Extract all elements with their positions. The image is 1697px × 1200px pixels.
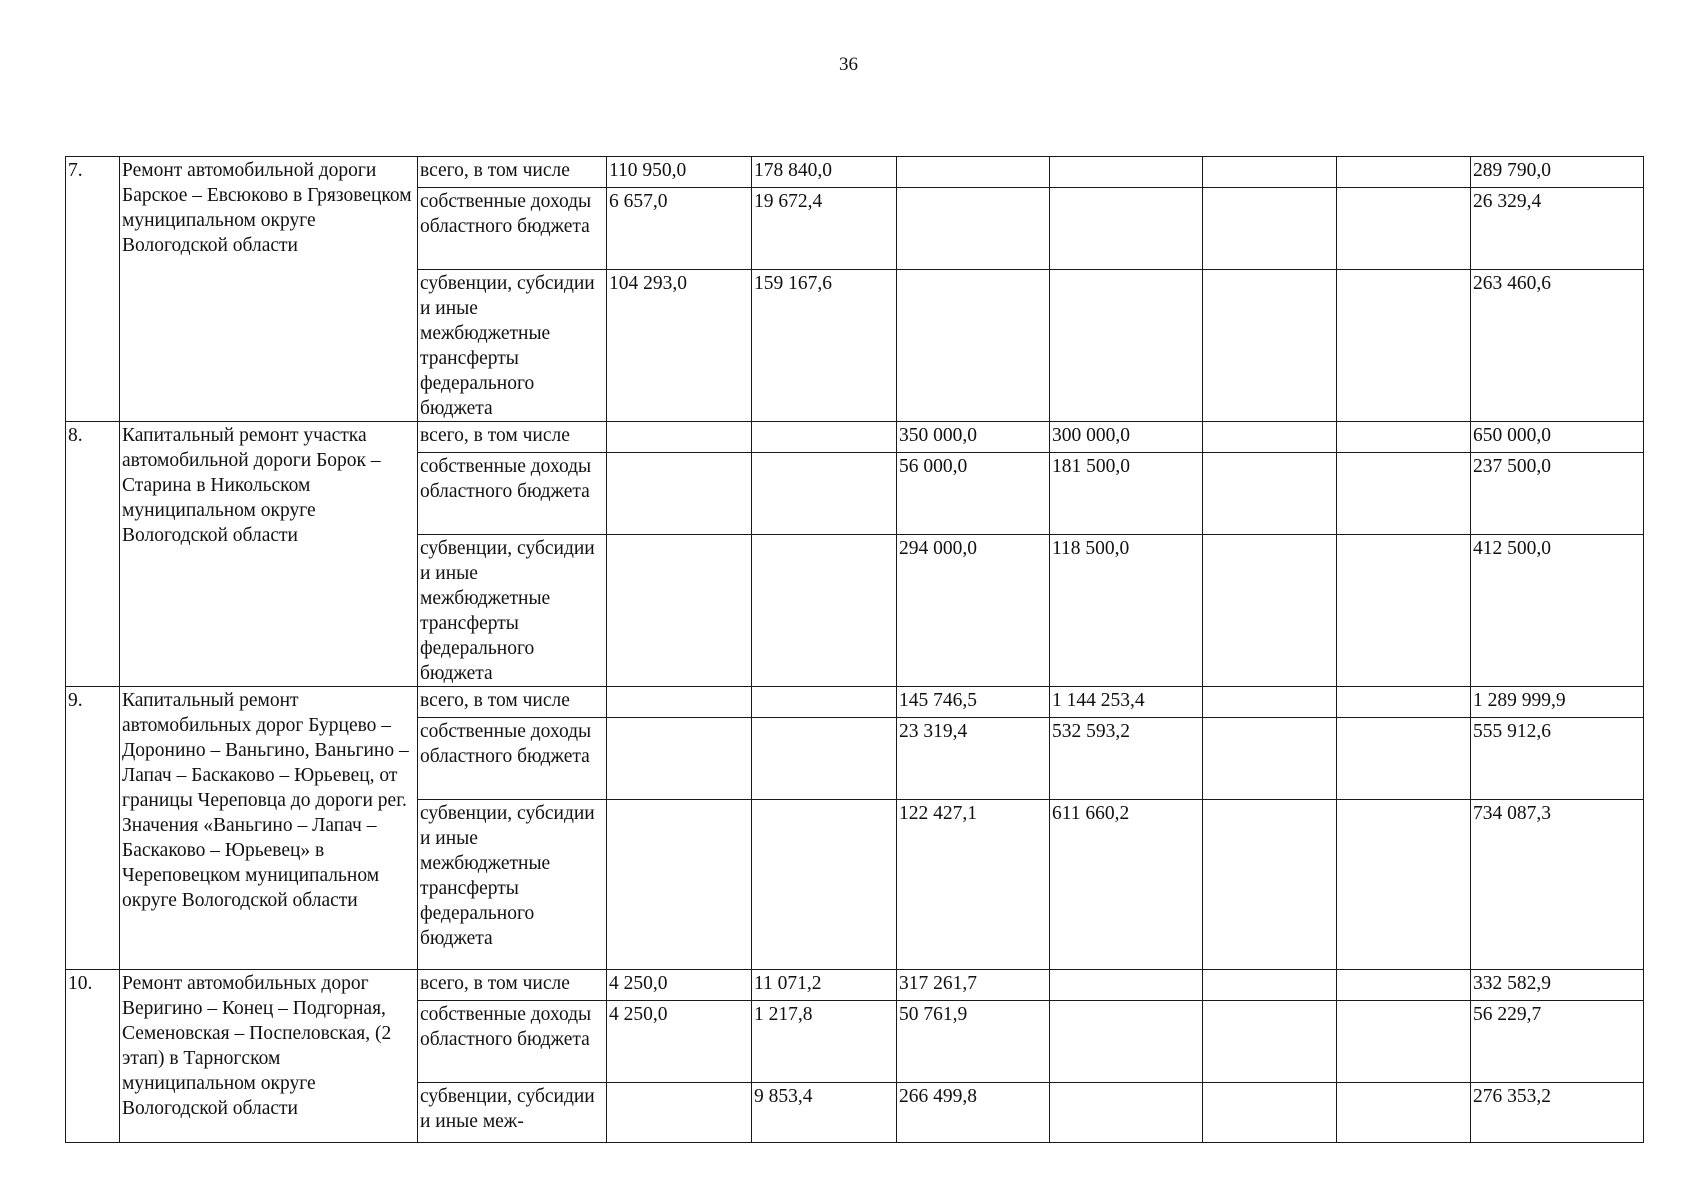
- amount-cell: 181 500,0: [1050, 453, 1203, 535]
- amount-cell: [752, 535, 897, 687]
- object-name: Ремонт автомобильных дорог Веригино – Конец – Подгорная, Семеновская – Поспеловская, (2 этап) в Тарногском муниципальном округе Вологодской области: [120, 970, 418, 1143]
- amount-cell: [1203, 800, 1337, 970]
- funding-source: всего, в том числе: [418, 687, 607, 718]
- amount-cell: [752, 422, 897, 453]
- amount-cell: [607, 1083, 752, 1143]
- amount-cell: [1337, 800, 1471, 970]
- amount-cell: [1337, 1001, 1471, 1083]
- row-number: 10.: [66, 970, 120, 1143]
- total-cell: 412 500,0: [1471, 535, 1644, 687]
- amount-cell: [1203, 970, 1337, 1001]
- amount-cell: [607, 422, 752, 453]
- amount-cell: 50 761,9: [897, 1001, 1050, 1083]
- amount-cell: 294 000,0: [897, 535, 1050, 687]
- funding-source: субвенции, субсидии и иные меж-: [418, 1083, 607, 1143]
- amount-cell: [1337, 270, 1471, 422]
- total-cell: 289 790,0: [1471, 157, 1644, 188]
- amount-cell: [1050, 157, 1203, 188]
- amount-cell: 4 250,0: [607, 970, 752, 1001]
- amount-cell: [607, 800, 752, 970]
- row-number: 8.: [66, 422, 120, 687]
- amount-cell: 104 293,0: [607, 270, 752, 422]
- amount-cell: [752, 453, 897, 535]
- amount-cell: [607, 687, 752, 718]
- amount-cell: 532 593,2: [1050, 718, 1203, 800]
- amount-cell: [607, 718, 752, 800]
- amount-cell: [752, 687, 897, 718]
- row-number: 9.: [66, 687, 120, 970]
- amount-cell: 611 660,2: [1050, 800, 1203, 970]
- amount-cell: [752, 800, 897, 970]
- funding-source: собственные доходы областного бюджета: [418, 718, 607, 800]
- amount-cell: [752, 718, 897, 800]
- amount-cell: 110 950,0: [607, 157, 752, 188]
- funding-source: собственные доходы областного бюджета: [418, 453, 607, 535]
- amount-cell: [1337, 188, 1471, 270]
- amount-cell: 159 167,6: [752, 270, 897, 422]
- total-cell: 555 912,6: [1471, 718, 1644, 800]
- amount-cell: 118 500,0: [1050, 535, 1203, 687]
- amount-cell: 11 071,2: [752, 970, 897, 1001]
- object-name: Капитальный ремонт участка автомобильной дороги Борок – Старина в Никольском муниципальном округе Вологодской области: [120, 422, 418, 687]
- table-row: [66, 157, 1644, 188]
- total-cell: 1 289 999,9: [1471, 687, 1644, 718]
- total-cell: 734 087,3: [1471, 800, 1644, 970]
- amount-cell: [1203, 535, 1337, 687]
- amount-cell: [1203, 157, 1337, 188]
- total-cell: 276 353,2: [1471, 1083, 1644, 1143]
- amount-cell: [1050, 1001, 1203, 1083]
- amount-cell: [897, 270, 1050, 422]
- amount-cell: [1203, 1001, 1337, 1083]
- amount-cell: 56 000,0: [897, 453, 1050, 535]
- total-cell: 56 229,7: [1471, 1001, 1644, 1083]
- amount-cell: 9 853,4: [752, 1083, 897, 1143]
- table-row: [66, 970, 1644, 1001]
- amount-cell: [1337, 535, 1471, 687]
- amount-cell: [1203, 453, 1337, 535]
- funding-source: субвенции, субсидии и иные межбюджетные трансферты федерального бюджета: [418, 270, 607, 422]
- amount-cell: 4 250,0: [607, 1001, 752, 1083]
- amount-cell: 122 427,1: [897, 800, 1050, 970]
- amount-cell: [1050, 1083, 1203, 1143]
- amount-cell: 178 840,0: [752, 157, 897, 188]
- amount-cell: [1337, 422, 1471, 453]
- budget-table: [65, 156, 1644, 1143]
- funding-source: субвенции, субсидии и иные межбюджетные трансферты федерального бюджета: [418, 535, 607, 687]
- amount-cell: [1337, 718, 1471, 800]
- amount-cell: [1203, 422, 1337, 453]
- amount-cell: [1337, 453, 1471, 535]
- amount-cell: [1337, 970, 1471, 1001]
- funding-source: всего, в том числе: [418, 970, 607, 1001]
- funding-source: собственные доходы областного бюджета: [418, 188, 607, 270]
- funding-source: всего, в том числе: [418, 422, 607, 453]
- amount-cell: 350 000,0: [897, 422, 1050, 453]
- object-name: Ремонт автомобильной дороги Барское – Евсюково в Грязовецком муниципальном округе Вологодской области: [120, 157, 418, 422]
- page-number: 36: [839, 54, 858, 75]
- total-cell: 332 582,9: [1471, 970, 1644, 1001]
- amount-cell: [1203, 718, 1337, 800]
- amount-cell: [897, 188, 1050, 270]
- amount-cell: 317 261,7: [897, 970, 1050, 1001]
- amount-cell: [1203, 188, 1337, 270]
- amount-cell: [1337, 157, 1471, 188]
- funding-source: всего, в том числе: [418, 157, 607, 188]
- amount-cell: [607, 535, 752, 687]
- funding-source: субвенции, субсидии и иные межбюджетные трансферты федерального бюджета: [418, 800, 607, 970]
- amount-cell: [1203, 687, 1337, 718]
- total-cell: 263 460,6: [1471, 270, 1644, 422]
- amount-cell: [1337, 687, 1471, 718]
- amount-cell: [1050, 970, 1203, 1001]
- amount-cell: [1203, 270, 1337, 422]
- total-cell: 237 500,0: [1471, 453, 1644, 535]
- total-cell: 650 000,0: [1471, 422, 1644, 453]
- amount-cell: [1050, 270, 1203, 422]
- amount-cell: [1050, 188, 1203, 270]
- amount-cell: 266 499,8: [897, 1083, 1050, 1143]
- amount-cell: 23 319,4: [897, 718, 1050, 800]
- amount-cell: [897, 157, 1050, 188]
- amount-cell: 145 746,5: [897, 687, 1050, 718]
- amount-cell: 1 217,8: [752, 1001, 897, 1083]
- amount-cell: [1337, 1083, 1471, 1143]
- amount-cell: 6 657,0: [607, 188, 752, 270]
- amount-cell: 300 000,0: [1050, 422, 1203, 453]
- object-name: Капитальный ремонт автомобильных дорог Бурцево – Доронино – Ваньгино, Ваньгино – Лапач – Баскаково – Юрьевец, от границы Череповца до дороги рег. Значения «Ваньгино – Лапач – Баскаково – Юрьевец» в Череповецком муниципальном округе Вологодской области: [120, 687, 418, 970]
- amount-cell: [607, 453, 752, 535]
- table-row: [66, 422, 1644, 453]
- funding-source: собственные доходы областного бюджета: [418, 1001, 607, 1083]
- table-row: [66, 687, 1644, 718]
- amount-cell: [1203, 1083, 1337, 1143]
- amount-cell: 1 144 253,4: [1050, 687, 1203, 718]
- total-cell: 26 329,4: [1471, 188, 1644, 270]
- row-number: 7.: [66, 157, 120, 422]
- amount-cell: 19 672,4: [752, 188, 897, 270]
